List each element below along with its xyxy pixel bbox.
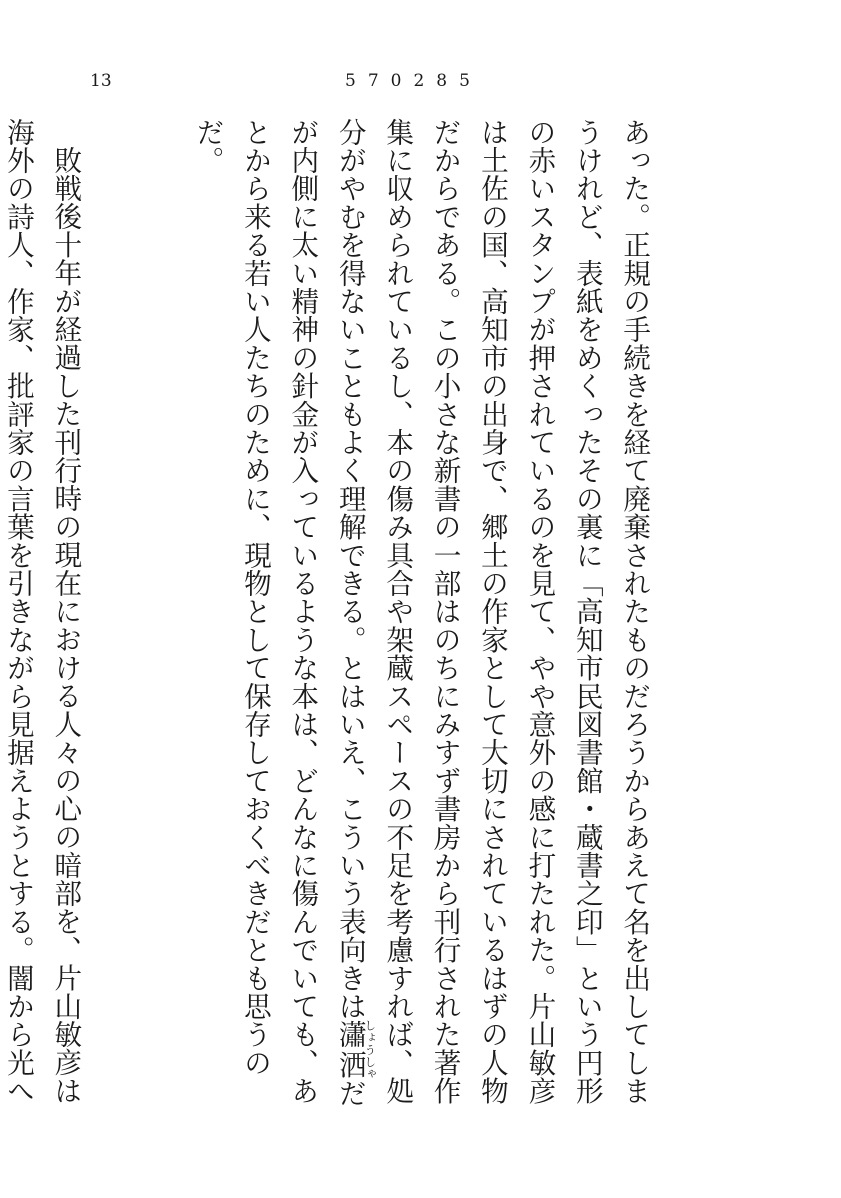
body-text xyxy=(0,118,753,1118)
paragraph-1 xyxy=(184,118,658,1118)
ruby-base: 瀟洒 xyxy=(333,1019,367,1081)
ruby-shousha xyxy=(333,1019,378,1081)
paragraph-1-text-b: だが内側に太い精神の針金が入っているような本は、どんなに傷んでいても、あとから来る若い人たちのために、現物として保存しておくべきだとも思うのだ。 xyxy=(191,118,367,1108)
ruby-reading: しょうしゃ xyxy=(363,1019,378,1081)
paragraph-1-text-a: あった。正規の手続きを経て廃棄されたものだろうからあえて名を出してしまうけれど、表紙をめくったその裏に「高知市民図書館・蔵書之印」という円形の赤いスタンプが押されているのを見て、やや意外の感に打たれた。片山敏彦は土佐の国、高知市の出身で、郷土の作家として大切にされているはずの人物だからである。この小さな新書の一部はのちにみすず書房から刊行された著作集に収められているし、本の傷み具合や架蔵スペースの不足を考慮すれば、処分がやむを得ないこともよく理解できる。とはいえ、こういう表向きは xyxy=(333,118,652,1105)
page-number: 13 xyxy=(90,71,112,91)
running-header: 570285 xyxy=(345,71,482,91)
paragraph-2: 敗戦後十年が経過した刊行時の現在における人々の心の暗部を、片山敏彦は海外の詩人、作家、批評家の言葉を引きながら見据えようとする。闇から光へ xyxy=(1,118,83,1105)
